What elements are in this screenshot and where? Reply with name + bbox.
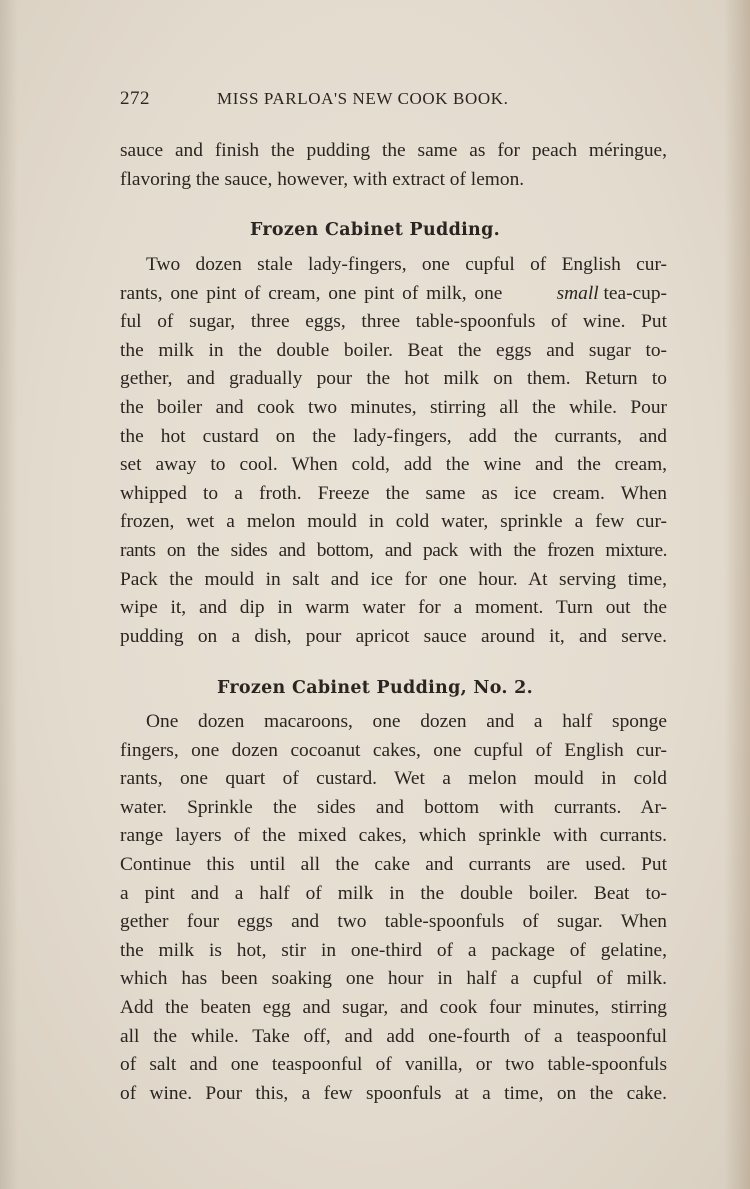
italic-word: small <box>556 282 599 304</box>
running-head <box>120 86 570 114</box>
text-line: all the while. Take off, and add one-fourth of a teaspoonful <box>120 1025 667 1047</box>
text-line: Add the beaten egg and sugar, and cook four minutes, stirring <box>120 996 667 1018</box>
text-line: rants, one quart of custard. Wet a melon mould in cold <box>120 768 667 790</box>
text-line: pudding on a dish, pour apricot sauce around it, and serve. <box>120 625 667 647</box>
text-line: frozen, wet a melon mould in cold water, sprinkle a few cur- <box>120 511 667 533</box>
text-segment: rants, one pint of cream, one pint of milk, one <box>120 282 511 304</box>
text-line: range layers of the mixed cakes, which sprinkle with currants. <box>120 825 667 847</box>
recipe-body <box>120 708 667 1108</box>
text-line: fingers, one dozen cocoanut cakes, one cupful of English cur- <box>120 739 667 761</box>
recipe-title: Frozen Cabinet Pudding, No. 2. <box>216 678 534 698</box>
text-line: wipe it, and dip in warm water for a moment. Turn out the <box>120 597 667 619</box>
text-line: Continue this until all the cake and currants are used. Put <box>120 853 667 875</box>
text-line <box>120 280 667 309</box>
recipe-title: Frozen Cabinet Pudding. <box>249 220 501 240</box>
book-title: MISS PARLOA'S NEW COOK BOOK. <box>217 89 509 108</box>
text-line: Two dozen stale lady-fingers, one cupful of English cur- <box>146 254 667 275</box>
text-line: ful of sugar, three eggs, three table-spoonfuls of wine. Put <box>120 311 667 333</box>
text-line: of wine. Pour this, a few spoonfuls at a time, on the cake. <box>120 1082 667 1104</box>
text-line: the milk in the double boiler. Beat the eggs and sugar to- <box>120 339 667 361</box>
page-shadow-left <box>0 0 18 1189</box>
recipe-body <box>120 251 667 651</box>
text-segment <box>557 280 667 309</box>
page-number: 272 <box>120 88 150 109</box>
text-line: One dozen macaroons, one dozen and a half sponge <box>146 711 667 732</box>
text-line: a pint and a half of milk in the double boiler. Beat to- <box>120 882 667 904</box>
text-line: sauce and finish the pudding the same as for peach méringue, <box>120 140 667 161</box>
text-line: rants on the sides and bottom, and pack with the frozen mixture. <box>120 539 667 561</box>
text-line: gether four eggs and two table-spoonfuls of sugar. When <box>120 911 667 933</box>
text-line: gether, and gradually pour the hot milk on them. Return to <box>120 368 667 390</box>
continuation-paragraph <box>120 137 667 194</box>
text-line: the hot custard on the lady-fingers, add the currants, and <box>120 425 667 447</box>
text-line: set away to cool. When cold, add the wine and the cream, <box>120 454 667 476</box>
text-line: the milk is hot, stir in one-third of a package of gelatine, <box>120 939 667 961</box>
text-line: which has been soaking one hour in half a cupful of milk. <box>120 968 667 990</box>
text-line: water. Sprinkle the sides and bottom with currants. Ar- <box>120 796 667 818</box>
text-line: of salt and one teaspoonful of vanilla, or two table-spoonfuls <box>120 1054 667 1076</box>
text-segment: tea-cup- <box>603 282 667 304</box>
page-shadow-right <box>724 0 750 1189</box>
text-line: Pack the mould in salt and ice for one hour. At serving time, <box>120 568 667 590</box>
text-line: the boiler and cook two minutes, stirring all the while. Pour <box>120 396 667 418</box>
text-line: flavoring the sauce, however, with extract of lemon. <box>120 168 525 190</box>
text-line: whipped to a froth. Freeze the same as ice cream. When <box>120 482 667 504</box>
